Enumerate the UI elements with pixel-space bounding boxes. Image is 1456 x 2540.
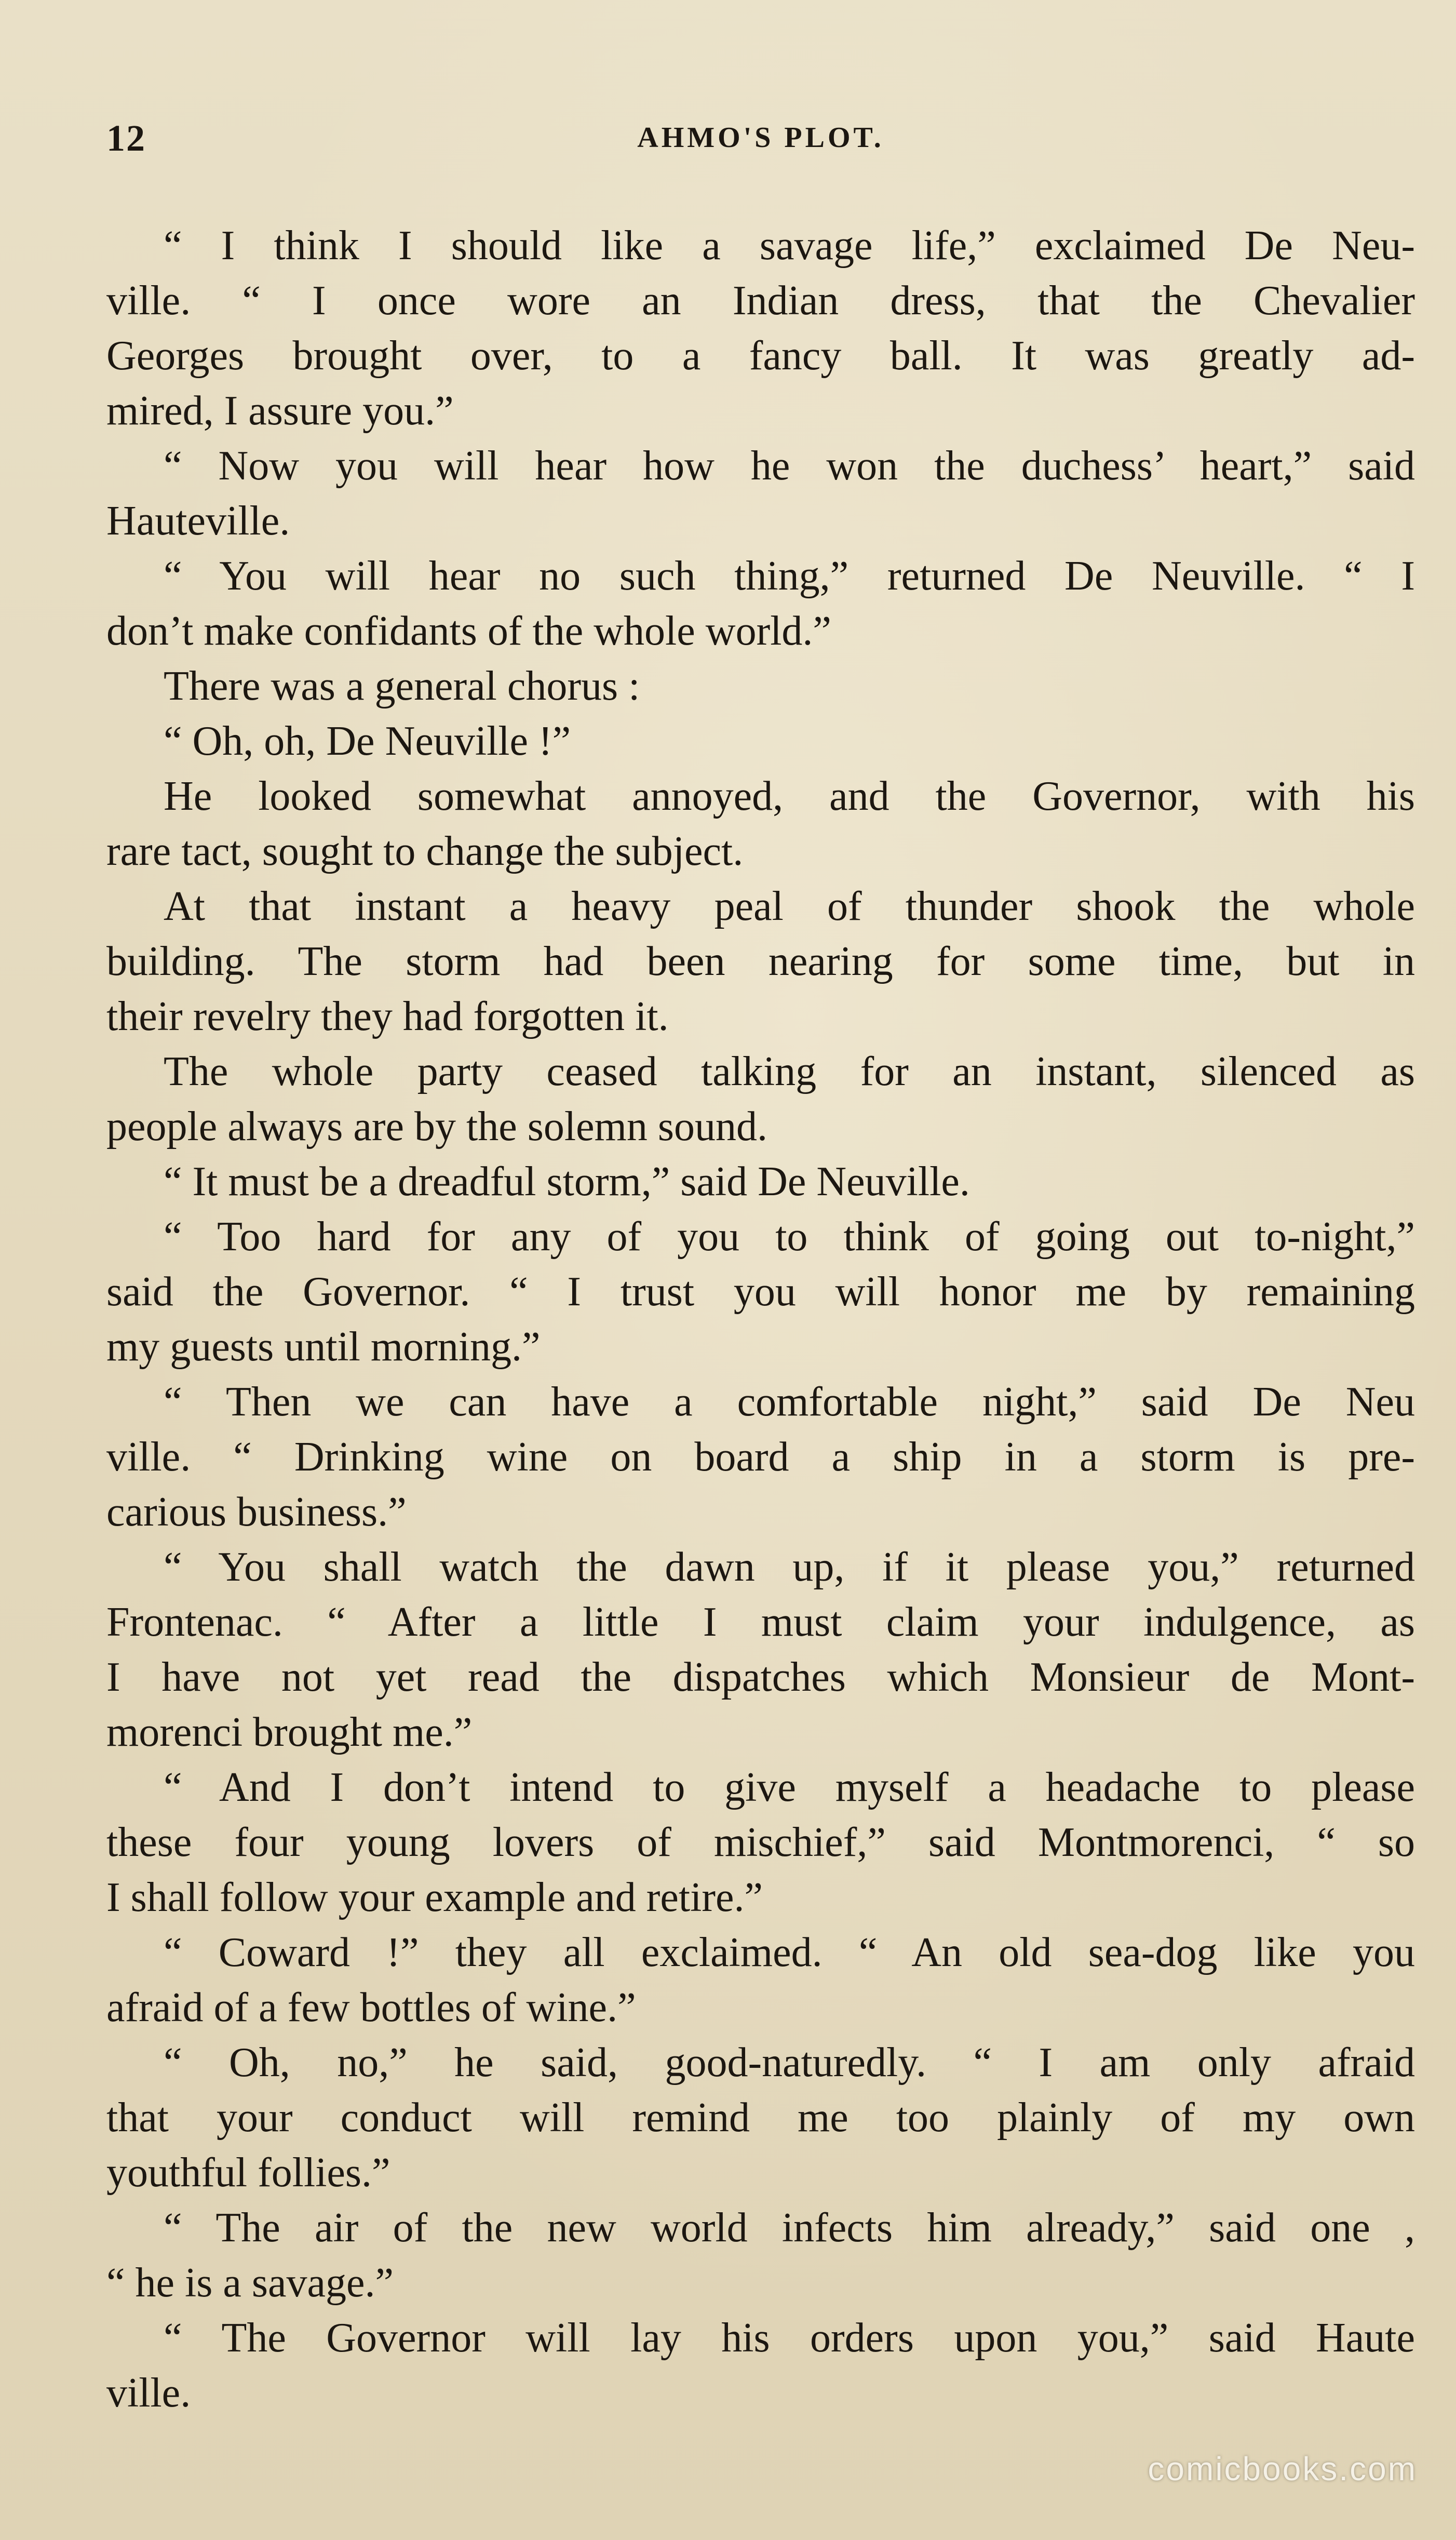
text-line: my guests until morning.” <box>106 1324 541 1370</box>
text-line: rare tact, sought to change the subject. <box>106 828 744 874</box>
watermark: comicbooks.com <box>1148 2450 1417 2488</box>
text-line: their revelry they had forgotten it. <box>106 994 669 1039</box>
text-line: these four young lovers of mischief,” said Montmorenci, “ so <box>106 1820 1415 1865</box>
text-line: “ Then we can have a comfortable night,” said De Neu <box>164 1379 1415 1425</box>
text-line: “ Oh, oh, De Neuville !” <box>164 718 571 764</box>
text-line: ville. “ I once wore an Indian dress, that the Chevalier <box>106 278 1415 324</box>
text-line: “ Now you will hear how he won the duchess’ heart,” said <box>164 443 1415 489</box>
page-header <box>106 117 1415 164</box>
text-line: “ he is a savage.” <box>106 2260 394 2306</box>
text-line: Frontenac. “ After a little I must claim your indulgence, as <box>106 1599 1415 1645</box>
text-line: afraid of a few bottles of wine.” <box>106 1985 636 2030</box>
text-line: I shall follow your example and retire.” <box>106 1875 763 1920</box>
text-line: ville. <box>106 2370 191 2416</box>
text-line: morenci brought me.” <box>106 1709 473 1755</box>
text-line: “ It must be a dreadful storm,” said De Neuville. <box>164 1159 970 1205</box>
text-line: people always are by the solemn sound. <box>106 1104 768 1149</box>
text-line: that your conduct will remind me too plainly of my own <box>106 2095 1415 2141</box>
running-head: AHMO'S PLOT. <box>637 122 884 154</box>
text-line: “ You shall watch the dawn up, if it please you,” returned <box>164 1544 1415 1590</box>
text-line: mired, I assure you.” <box>106 388 454 434</box>
text-line: “ Oh, no,” he said, good-naturedly. “ I am only afraid <box>164 2040 1415 2086</box>
text-line: There was a general chorus : <box>164 663 640 709</box>
text-line: “ The Governor will lay his orders upon you,” said Haute <box>164 2315 1415 2361</box>
text-line: I have not yet read the dispatches which Monsieur de Mont- <box>106 1654 1415 1700</box>
text-line: Hauteville. <box>106 498 290 544</box>
body-text <box>106 218 1415 2421</box>
page-number: 12 <box>106 117 146 159</box>
text-line: said the Governor. “ I trust you will honor me by remaining <box>106 1269 1415 1315</box>
text-line: “ I think I should like a savage life,” exclaimed De Neu- <box>164 223 1415 269</box>
text-line: At that instant a heavy peal of thunder shook the whole <box>164 884 1415 929</box>
text-line: “ And I don’t intend to give myself a headache to please <box>164 1764 1415 1810</box>
text-line: “ The air of the new world infects him already,” said one , <box>164 2205 1415 2251</box>
text-line: “ Coward !” they all exclaimed. “ An old sea-dog like you <box>164 1930 1415 1975</box>
text-line: Georges brought over, to a fancy ball. It was greatly ad- <box>106 333 1415 379</box>
text-line: building. The storm had been nearing for some time, but in <box>106 939 1415 984</box>
text-line: don’t make confidants of the whole world.” <box>106 608 831 654</box>
text-line: “ You will hear no such thing,” returned De Neuville. “ I <box>164 553 1415 599</box>
text-line: youthful follies.” <box>106 2150 390 2196</box>
text-line: “ Too hard for any of you to think of going out to-night,” <box>164 1214 1415 1260</box>
text-line: ville. “ Drinking wine on board a ship in a storm is pre- <box>106 1434 1415 1480</box>
text-line: carious business.” <box>106 1489 407 1535</box>
text-line: He looked somewhat annoyed, and the Governor, with his <box>164 773 1415 819</box>
text-line: The whole party ceased talking for an instant, silenced as <box>164 1049 1415 1094</box>
